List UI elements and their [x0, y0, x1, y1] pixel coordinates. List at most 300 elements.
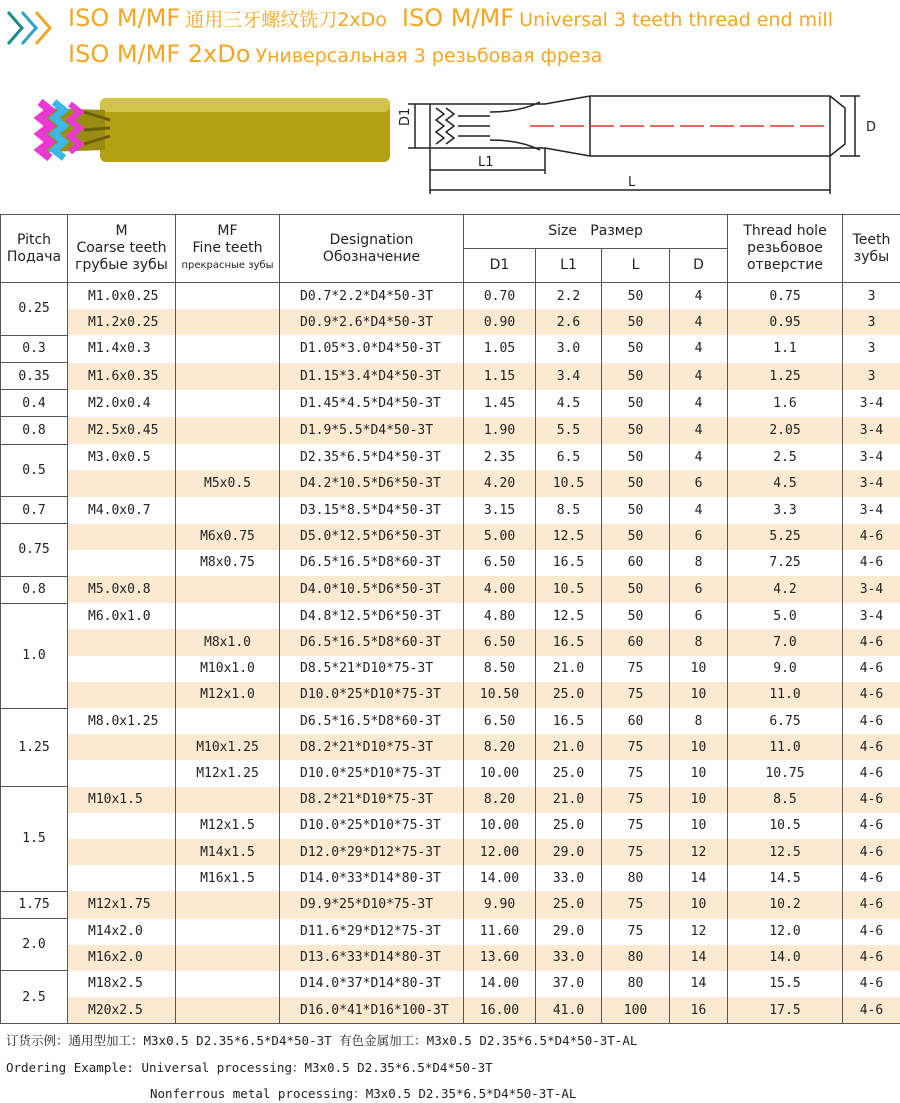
- thread-hole-cell: 10.75: [728, 760, 843, 786]
- teeth-cell: 4-6: [843, 813, 900, 839]
- fine-cell: [176, 891, 280, 918]
- coarse-cell: [68, 682, 176, 708]
- coarse-cell: M18x2.5: [68, 971, 176, 997]
- ordering-example-nonferrous: Nonferrous metal processing：M3x0.5 D2.35*6.5*D4*50-3T-AL: [150, 1086, 577, 1101]
- thread-hole-cell: 4.2: [728, 576, 843, 603]
- thread-hole-cell: 5.0: [728, 603, 843, 629]
- coarse-cell: M5.0x0.8: [68, 576, 176, 603]
- header-l: L: [602, 249, 670, 283]
- thread-hole-cell: 11.0: [728, 682, 843, 708]
- d-cell: 8: [670, 708, 728, 734]
- table-row: [1, 708, 900, 734]
- pitch-cell: 0.35: [1, 363, 68, 390]
- l-cell: 80: [602, 945, 670, 971]
- l-cell: 75: [602, 813, 670, 839]
- designation-cell: D4.8*12.5*D6*50-3T: [280, 603, 464, 629]
- table-row: [1, 656, 900, 682]
- d1-cell: 1.45: [464, 390, 536, 417]
- pitch-cell: 2.0: [1, 919, 68, 971]
- l1-cell: 2.6: [536, 309, 602, 335]
- d1-cell: 4.80: [464, 603, 536, 629]
- coarse-cell: [68, 865, 176, 891]
- label-l: L: [628, 175, 636, 190]
- table-row: [1, 629, 900, 655]
- thread-hole-cell: 12.0: [728, 919, 843, 945]
- designation-cell: D14.0*33*D14*80-3T: [280, 865, 464, 891]
- fine-cell: [176, 787, 280, 813]
- l-cell: 75: [602, 787, 670, 813]
- page-header: [0, 0, 900, 80]
- ordering-example-en: Ordering Example: Universal processing：M3x0.5 D2.35*6.5*D4*50-3T: [6, 1060, 493, 1075]
- designation-cell: D4.2*10.5*D6*50-3T: [280, 470, 464, 496]
- teeth-cell: 4-6: [843, 550, 900, 576]
- table-row: [1, 283, 900, 310]
- teeth-cell: 3-4: [843, 417, 900, 444]
- designation-cell: D2.35*6.5*D4*50-3T: [280, 444, 464, 470]
- l-cell: 60: [602, 629, 670, 655]
- l-cell: 75: [602, 734, 670, 760]
- header-m: M Coarse teeth грубые зубы: [68, 215, 176, 283]
- designation-cell: D1.15*3.4*D4*50-3T: [280, 363, 464, 390]
- thread-hole-cell: 6.75: [728, 708, 843, 734]
- d-cell: 4: [670, 390, 728, 417]
- table-row: [1, 682, 900, 708]
- thread-hole-cell: 14.5: [728, 865, 843, 891]
- teeth-cell: 3: [843, 309, 900, 335]
- thread-hole-cell: 7.25: [728, 550, 843, 576]
- label-l1: L1: [478, 155, 494, 170]
- coarse-cell: M14x2.0: [68, 919, 176, 945]
- l1-cell: 25.0: [536, 760, 602, 786]
- designation-cell: D8.2*21*D10*75-3T: [280, 734, 464, 760]
- header-d: D: [670, 249, 728, 283]
- teeth-cell: 4-6: [843, 656, 900, 682]
- coarse-cell: [68, 470, 176, 496]
- l-cell: 50: [602, 417, 670, 444]
- l-cell: 80: [602, 865, 670, 891]
- teeth-cell: 4-6: [843, 919, 900, 945]
- d-cell: 14: [670, 945, 728, 971]
- teeth-cell: 3-4: [843, 497, 900, 524]
- d-cell: 8: [670, 629, 728, 655]
- designation-cell: D1.45*4.5*D4*50-3T: [280, 390, 464, 417]
- designation-cell: D6.5*16.5*D8*60-3T: [280, 708, 464, 734]
- l1-cell: 10.5: [536, 576, 602, 603]
- table-row: [1, 839, 900, 865]
- table-row: [1, 919, 900, 945]
- thread-hole-cell: 1.1: [728, 335, 843, 362]
- title-line-2: [68, 40, 602, 68]
- designation-cell: D4.0*10.5*D6*50-3T: [280, 576, 464, 603]
- d-cell: 10: [670, 656, 728, 682]
- fine-cell: M8x0.75: [176, 550, 280, 576]
- d-cell: 8: [670, 550, 728, 576]
- table-row: [1, 309, 900, 335]
- d1-cell: 0.90: [464, 309, 536, 335]
- thread-hole-cell: 15.5: [728, 971, 843, 997]
- designation-cell: D1.05*3.0*D4*50-3T: [280, 335, 464, 362]
- teeth-cell: 4-6: [843, 734, 900, 760]
- thread-hole-cell: 3.3: [728, 497, 843, 524]
- header-size: Size Размер: [464, 215, 728, 249]
- designation-cell: D0.9*2.6*D4*50-3T: [280, 309, 464, 335]
- fine-cell: M12x1.0: [176, 682, 280, 708]
- fine-cell: M6x0.75: [176, 524, 280, 550]
- d1-cell: 8.20: [464, 734, 536, 760]
- d1-cell: 10.00: [464, 760, 536, 786]
- teeth-cell: 3: [843, 283, 900, 310]
- coarse-cell: [68, 760, 176, 786]
- d-cell: 4: [670, 363, 728, 390]
- l1-cell: 37.0: [536, 971, 602, 997]
- table-row: [1, 945, 900, 971]
- l1-cell: 6.5: [536, 444, 602, 470]
- designation-cell: D1.9*5.5*D4*50-3T: [280, 417, 464, 444]
- d-cell: 12: [670, 839, 728, 865]
- teeth-cell: 4-6: [843, 760, 900, 786]
- d1-cell: 11.60: [464, 919, 536, 945]
- l1-cell: 21.0: [536, 734, 602, 760]
- l1-cell: 29.0: [536, 839, 602, 865]
- d-cell: 14: [670, 865, 728, 891]
- table-row: [1, 335, 900, 362]
- thread-hole-cell: 4.5: [728, 470, 843, 496]
- l-cell: 80: [602, 971, 670, 997]
- table-row: [1, 997, 900, 1024]
- thread-hole-cell: 0.95: [728, 309, 843, 335]
- coarse-cell: [68, 550, 176, 576]
- teeth-cell: 3-4: [843, 576, 900, 603]
- thread-hole-cell: 11.0: [728, 734, 843, 760]
- d1-cell: 4.00: [464, 576, 536, 603]
- thread-hole-cell: 9.0: [728, 656, 843, 682]
- d1-cell: 3.15: [464, 497, 536, 524]
- l-cell: 50: [602, 335, 670, 362]
- label-d: D: [866, 120, 877, 135]
- table-row: [1, 734, 900, 760]
- d-cell: 6: [670, 524, 728, 550]
- d1-cell: 1.15: [464, 363, 536, 390]
- coarse-cell: [68, 839, 176, 865]
- l1-cell: 29.0: [536, 919, 602, 945]
- d1-cell: 8.20: [464, 787, 536, 813]
- designation-cell: D5.0*12.5*D6*50-3T: [280, 524, 464, 550]
- l-cell: 75: [602, 760, 670, 786]
- title-iso-cn: ISO M/MF: [68, 4, 181, 32]
- pitch-cell: 0.8: [1, 417, 68, 444]
- thread-hole-cell: 14.0: [728, 945, 843, 971]
- l1-cell: 16.5: [536, 708, 602, 734]
- table-row: [1, 497, 900, 524]
- coarse-cell: M8.0x1.25: [68, 708, 176, 734]
- d1-cell: 1.90: [464, 417, 536, 444]
- d-cell: 4: [670, 283, 728, 310]
- coarse-cell: M6.0x1.0: [68, 603, 176, 629]
- header-designation: Designation Обозначение: [280, 215, 464, 283]
- fine-cell: [176, 603, 280, 629]
- chevrons-icon: [4, 8, 62, 48]
- d-cell: 4: [670, 309, 728, 335]
- d-cell: 6: [670, 470, 728, 496]
- l1-cell: 16.5: [536, 629, 602, 655]
- tool-drawing: [0, 82, 900, 207]
- pitch-cell: 1.0: [1, 603, 68, 708]
- designation-cell: D6.5*16.5*D8*60-3T: [280, 629, 464, 655]
- table-row: [1, 813, 900, 839]
- l-cell: 50: [602, 470, 670, 496]
- teeth-cell: 3-4: [843, 603, 900, 629]
- d-cell: 14: [670, 971, 728, 997]
- table-row: [1, 971, 900, 997]
- pitch-cell: 1.75: [1, 891, 68, 918]
- table-row: [1, 444, 900, 470]
- l-cell: 100: [602, 997, 670, 1024]
- l-cell: 50: [602, 524, 670, 550]
- teeth-cell: 4-6: [843, 865, 900, 891]
- table-row: [1, 363, 900, 390]
- d1-cell: 9.90: [464, 891, 536, 918]
- teeth-cell: 4-6: [843, 629, 900, 655]
- teeth-cell: 4-6: [843, 787, 900, 813]
- title-line-1: [68, 4, 833, 32]
- fine-cell: M5x0.5: [176, 470, 280, 496]
- table-row: [1, 760, 900, 786]
- thread-hole-cell: 0.75: [728, 283, 843, 310]
- header-mf: MF Fine teeth прекрасные зубы: [176, 215, 280, 283]
- coarse-cell: [68, 656, 176, 682]
- designation-cell: D10.0*25*D10*75-3T: [280, 682, 464, 708]
- fine-cell: [176, 945, 280, 971]
- designation-cell: D10.0*25*D10*75-3T: [280, 760, 464, 786]
- thread-hole-cell: 17.5: [728, 997, 843, 1024]
- d1-cell: 5.00: [464, 524, 536, 550]
- designation-cell: D0.7*2.2*D4*50-3T: [280, 283, 464, 310]
- l1-cell: 25.0: [536, 813, 602, 839]
- thread-hole-cell: 5.25: [728, 524, 843, 550]
- fine-cell: [176, 390, 280, 417]
- coarse-cell: M3.0x0.5: [68, 444, 176, 470]
- fine-cell: [176, 919, 280, 945]
- table-row: [1, 603, 900, 629]
- teeth-cell: 4-6: [843, 997, 900, 1024]
- l-cell: 50: [602, 497, 670, 524]
- fine-cell: [176, 997, 280, 1024]
- d1-cell: 6.50: [464, 708, 536, 734]
- teeth-cell: 4-6: [843, 524, 900, 550]
- title-ru: Универсальная 3 резьбовая фреза: [255, 45, 603, 67]
- coarse-cell: M2.5x0.45: [68, 417, 176, 444]
- thread-hole-cell: 2.05: [728, 417, 843, 444]
- d1-cell: 4.20: [464, 470, 536, 496]
- fine-cell: M12x1.5: [176, 813, 280, 839]
- designation-cell: D9.9*25*D10*75-3T: [280, 891, 464, 918]
- table-row: [1, 390, 900, 417]
- fine-cell: [176, 576, 280, 603]
- coarse-cell: [68, 734, 176, 760]
- designation-cell: D12.0*29*D12*75-3T: [280, 839, 464, 865]
- l1-cell: 21.0: [536, 656, 602, 682]
- table-row: [1, 865, 900, 891]
- d-cell: 10: [670, 760, 728, 786]
- thread-hole-cell: 10.5: [728, 813, 843, 839]
- coarse-cell: M1.4x0.3: [68, 335, 176, 362]
- fine-cell: M10x1.0: [176, 656, 280, 682]
- l1-cell: 2.2: [536, 283, 602, 310]
- tool-photo: [40, 98, 390, 162]
- table-row: [1, 524, 900, 550]
- designation-cell: D10.0*25*D10*75-3T: [280, 813, 464, 839]
- designation-cell: D11.6*29*D12*75-3T: [280, 919, 464, 945]
- l-cell: 50: [602, 363, 670, 390]
- l1-cell: 21.0: [536, 787, 602, 813]
- l1-cell: 33.0: [536, 865, 602, 891]
- thread-hole-cell: 12.5: [728, 839, 843, 865]
- l-cell: 50: [602, 444, 670, 470]
- d1-cell: 10.50: [464, 682, 536, 708]
- l1-cell: 10.5: [536, 470, 602, 496]
- teeth-cell: 4-6: [843, 891, 900, 918]
- d-cell: 12: [670, 919, 728, 945]
- d1-cell: 14.00: [464, 865, 536, 891]
- fine-cell: [176, 283, 280, 310]
- fine-cell: M12x1.25: [176, 760, 280, 786]
- thread-hole-cell: 7.0: [728, 629, 843, 655]
- teeth-cell: 3: [843, 335, 900, 362]
- l-cell: 50: [602, 576, 670, 603]
- table-row: [1, 787, 900, 813]
- coarse-cell: [68, 524, 176, 550]
- d1-cell: 0.70: [464, 283, 536, 310]
- fine-cell: [176, 497, 280, 524]
- title-iso-ru: ISO M/MF 2xDo: [68, 40, 251, 68]
- teeth-cell: 3-4: [843, 444, 900, 470]
- thread-hole-cell: 1.6: [728, 390, 843, 417]
- l1-cell: 41.0: [536, 997, 602, 1024]
- d1-cell: 1.05: [464, 335, 536, 362]
- d-cell: 10: [670, 682, 728, 708]
- fine-cell: M10x1.25: [176, 734, 280, 760]
- teeth-cell: 3-4: [843, 470, 900, 496]
- pitch-cell: 2.5: [1, 971, 68, 1024]
- l-cell: 75: [602, 839, 670, 865]
- thread-hole-cell: 2.5: [728, 444, 843, 470]
- pitch-cell: 0.75: [1, 524, 68, 576]
- coarse-cell: M1.2x0.25: [68, 309, 176, 335]
- coarse-cell: M4.0x0.7: [68, 497, 176, 524]
- spec-table-body: [1, 283, 900, 1024]
- l1-cell: 16.5: [536, 550, 602, 576]
- l-cell: 50: [602, 309, 670, 335]
- l-cell: 50: [602, 603, 670, 629]
- l1-cell: 33.0: [536, 945, 602, 971]
- coarse-cell: M10x1.5: [68, 787, 176, 813]
- header-teeth: Teeth зубы: [843, 215, 900, 283]
- coarse-cell: M16x2.0: [68, 945, 176, 971]
- teeth-cell: 3: [843, 363, 900, 390]
- header-l1: L1: [536, 249, 602, 283]
- designation-cell: D8.2*21*D10*75-3T: [280, 787, 464, 813]
- fine-cell: M8x1.0: [176, 629, 280, 655]
- d-cell: 6: [670, 603, 728, 629]
- l1-cell: 12.5: [536, 524, 602, 550]
- d1-cell: 6.50: [464, 550, 536, 576]
- designation-cell: D3.15*8.5*D4*50-3T: [280, 497, 464, 524]
- designation-cell: D14.0*37*D14*80-3T: [280, 971, 464, 997]
- teeth-cell: 4-6: [843, 708, 900, 734]
- fine-cell: M14x1.5: [176, 839, 280, 865]
- designation-cell: D6.5*16.5*D8*60-3T: [280, 550, 464, 576]
- fine-cell: [176, 708, 280, 734]
- d1-cell: 14.00: [464, 971, 536, 997]
- header-pitch: Pitch Подача: [1, 215, 68, 283]
- l1-cell: 12.5: [536, 603, 602, 629]
- designation-cell: D13.6*33*D14*80-3T: [280, 945, 464, 971]
- l-cell: 60: [602, 550, 670, 576]
- d-cell: 10: [670, 813, 728, 839]
- d-cell: 10: [670, 734, 728, 760]
- d-cell: 4: [670, 497, 728, 524]
- teeth-cell: 4-6: [843, 945, 900, 971]
- d-cell: 10: [670, 787, 728, 813]
- pitch-cell: 0.7: [1, 497, 68, 524]
- fine-cell: [176, 971, 280, 997]
- pitch-cell: 0.4: [1, 390, 68, 417]
- table-row: [1, 550, 900, 576]
- d1-cell: 8.50: [464, 656, 536, 682]
- l1-cell: 5.5: [536, 417, 602, 444]
- coarse-cell: M1.0x0.25: [68, 283, 176, 310]
- thread-hole-cell: 10.2: [728, 891, 843, 918]
- pitch-cell: 1.5: [1, 787, 68, 892]
- l-cell: 75: [602, 682, 670, 708]
- table-row: [1, 470, 900, 496]
- l-cell: 50: [602, 283, 670, 310]
- coarse-cell: [68, 629, 176, 655]
- d-cell: 4: [670, 444, 728, 470]
- teeth-cell: 4-6: [843, 682, 900, 708]
- title-iso-en: ISO M/MF: [401, 4, 515, 32]
- header-d1: D1: [464, 249, 536, 283]
- l-cell: 50: [602, 390, 670, 417]
- coarse-cell: M1.6x0.35: [68, 363, 176, 390]
- designation-cell: D16.0*41*D16*100-3T: [280, 997, 464, 1024]
- l-cell: 75: [602, 919, 670, 945]
- fine-cell: [176, 363, 280, 390]
- d-cell: 4: [670, 417, 728, 444]
- fine-cell: [176, 417, 280, 444]
- title-en: Universal 3 teeth thread end mill: [519, 9, 833, 31]
- coarse-cell: M2.0x0.4: [68, 390, 176, 417]
- l1-cell: 3.0: [536, 335, 602, 362]
- d-cell: 4: [670, 335, 728, 362]
- d1-cell: 6.50: [464, 629, 536, 655]
- d-cell: 10: [670, 891, 728, 918]
- spec-table: [0, 214, 900, 1024]
- l1-cell: 4.5: [536, 390, 602, 417]
- designation-cell: D8.5*21*D10*75-3T: [280, 656, 464, 682]
- coarse-cell: [68, 813, 176, 839]
- l-cell: 75: [602, 656, 670, 682]
- teeth-cell: 3-4: [843, 390, 900, 417]
- teeth-cell: 4-6: [843, 839, 900, 865]
- coarse-cell: M12x1.75: [68, 891, 176, 918]
- title-cn: 通用三牙螺纹铣刀2xDo: [185, 9, 387, 31]
- teeth-cell: 4-6: [843, 971, 900, 997]
- ordering-example-cn: 订货示例：通用型加工：M3x0.5 D2.35*6.5*D4*50-3T 有色金属加工：M3x0.5 D2.35*6.5*D4*50-3T-AL: [6, 1033, 638, 1048]
- l-cell: 75: [602, 891, 670, 918]
- l1-cell: 25.0: [536, 891, 602, 918]
- thread-hole-cell: 1.25: [728, 363, 843, 390]
